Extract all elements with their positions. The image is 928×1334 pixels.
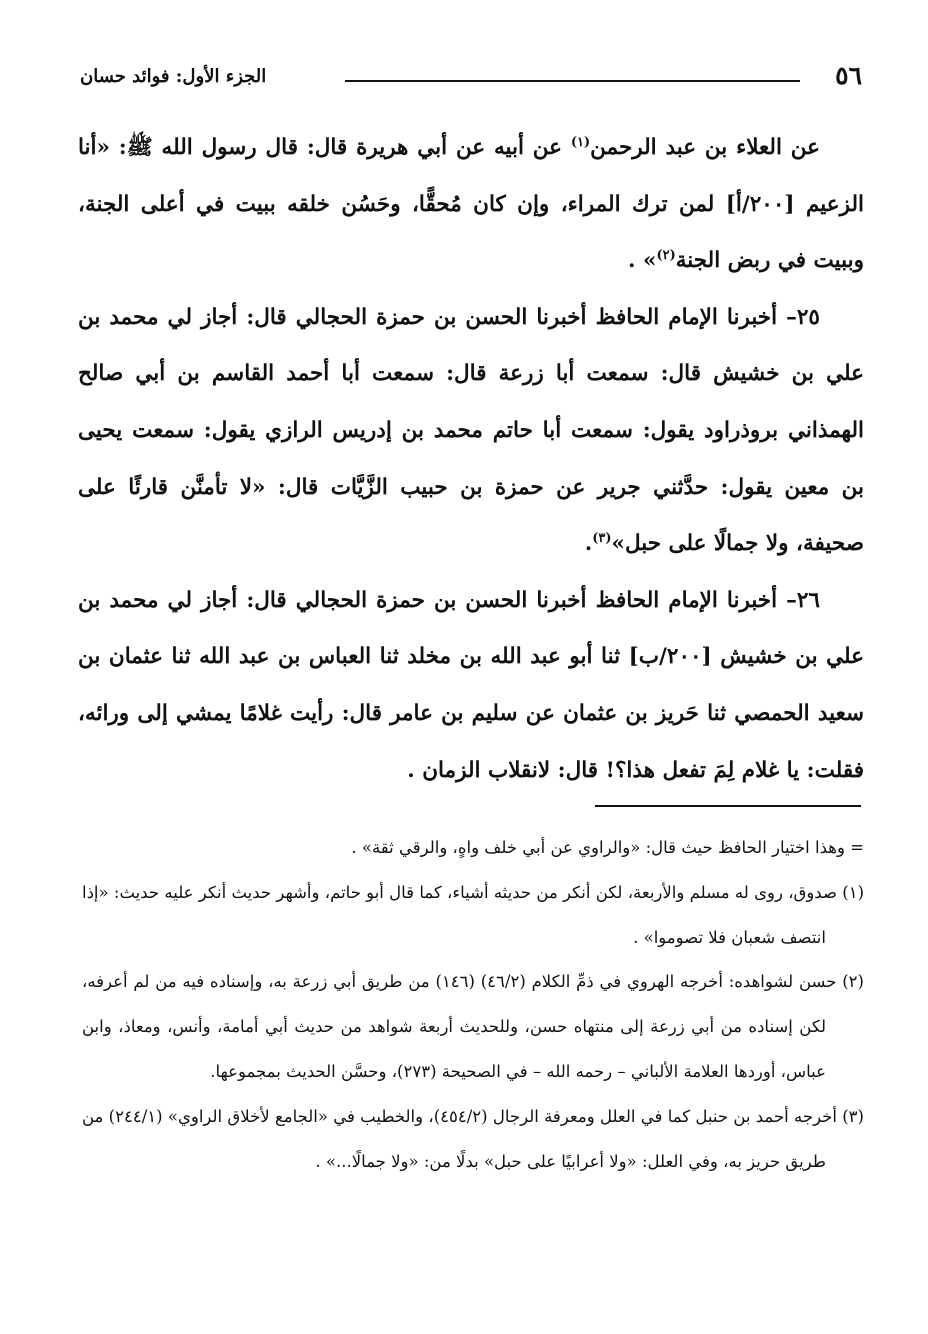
footnote-ref: (١) — [570, 134, 591, 150]
header-rule — [345, 80, 800, 82]
paragraph-hadith-intro — [78, 120, 864, 290]
paragraph-text: » . — [628, 248, 657, 274]
footnote-separator — [595, 805, 861, 807]
footnote-continuation: = وهذا اختيار الحافظ حيث قال: «والراوي عن أبي خلف واهٍ، والرقي ثقة» . — [351, 838, 864, 857]
page-number: ٥٦ — [835, 61, 862, 90]
paragraph-text: أخبرنا الإمام الحافظ أخبرنا الحسن بن حمزة الحجالي قال: أجاز لي محمد بن علي بن خشيش [٢٠٠/ب] ثنا أبو عبد الله بن مخلد ثنا العباس بن عبد الله ثنا عثمان بن سعيد الحمصي ثنا حَريز بن عثمان عن سليم بن عامر قال: رأيت غلامًا يمشي إلى ورائه، فقلت: يا غلام لِمَ تفعل هذا؟! قال: لانقلاب الزمان . — [78, 587, 864, 783]
footnote-3: (٣) أخرجه أحمد بن حنبل كما في العلل ومعرفة الرجال (٤٥٤/٢)، والخطيب في «الجامع لأخلاق الراوي» (٢٤٤/١) من طريق حريز به، وفي العلل: «ولا أعرابيًا على حبل» بدلًا من: «ولا جمالًا...» . — [82, 1106, 864, 1171]
paragraph-text: أخبرنا الإمام الحافظ أخبرنا الحسن بن حمزة الحجالي قال: أجاز لي محمد بن علي بن خشيش قال: سمعت أبا زرعة قال: سمعت أبا أحمد القاسم بن أبي صالح الهمذاني بروذراود يقول: سمعت أبا حاتم محمد بن إدريس الرازي يقول: سمعت يحيى بن معين يقول: حدَّثني جرير عن حمزة بن حبيب الزَّيَّات قال: «لا تأمنَّن قارئًا على صحيفة، ولا جمالًا على حبل» — [78, 304, 864, 557]
hadith-number: ٢٦– — [777, 587, 820, 613]
paragraph-text: عن أبيه عن أبي هريرة قال: قال رسول الله ﷺ: «أنا الزعيم [٢٠٠/أ] لمن ترك المراء، وإن كان مُحقًّا، وحَسُن خلقه ببيت في أعلى الجنة، وببيت في ربض الجنة — [78, 135, 864, 274]
paragraph-26 — [78, 573, 864, 799]
main-text — [78, 120, 864, 799]
hadith-number: ٢٥– — [777, 304, 820, 330]
footnote-1: (١) صدوق، روى له مسلم والأربعة، لكن أنكر من حديثه أشياء، كما قال أبو حاتم، وأشهر حديث أنكر عليه حديث: «إذا انتصف شعبان فلا تصوموا» . — [82, 882, 864, 947]
paragraph-text: عن العلاء بن عبد الرحمن — [590, 135, 820, 160]
running-header — [80, 58, 862, 98]
footnote-ref: (٣) — [592, 531, 612, 546]
footnote-2: (٢) حسن لشواهده: أخرجه الهروي في ذمِّ الكلام (٤٦/٢) (١٤٦) من طريق أبي زرعة به، وإسناده فيه من لم أعرفه، لكن إسناده من أبي زرعة إلى منتهاه حسن، وللحديث أربعة شواهد من حديث أبي أمامة، وأنس، ومعاذ، وابن عباس، أوردها العلامة الألباني – رحمه الله – في الصحيحة (٢٧٣)، وحسَّن الحديث بمجموعها. — [82, 972, 864, 1081]
paragraph-25 — [78, 290, 864, 573]
footnotes — [82, 826, 864, 1184]
paragraph-text: . — [584, 531, 593, 557]
running-title: الجزء الأول: فوائد حسان — [80, 66, 267, 87]
footnote-ref: (٢) — [656, 248, 676, 264]
